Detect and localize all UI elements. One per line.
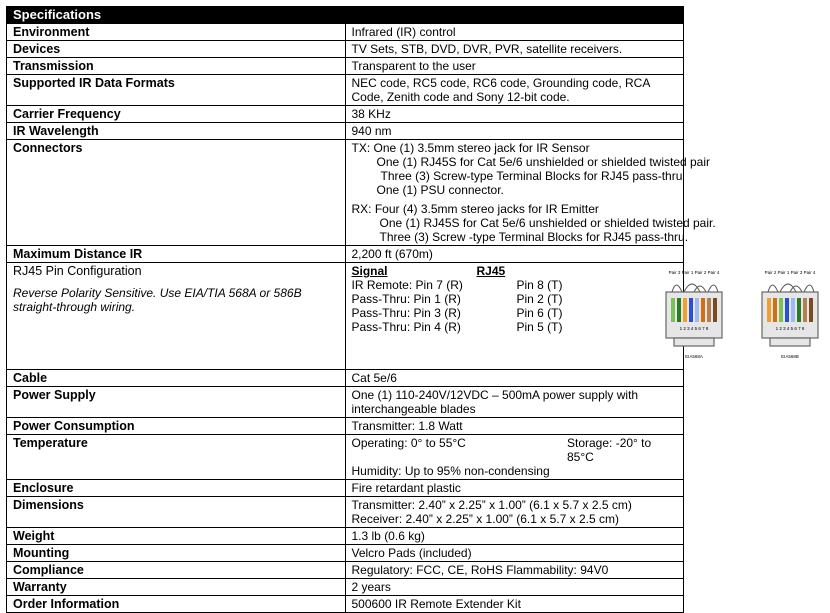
wire <box>803 298 807 322</box>
wire <box>677 298 681 322</box>
specifications-table-wrapper <box>6 6 815 613</box>
connector-line: TX: One (1) 3.5mm stereo jack for IR Sensor <box>351 141 590 155</box>
wire <box>809 298 813 322</box>
row-enclosure <box>7 480 684 497</box>
row-value: Transmitter: 1.8 Watt <box>345 418 684 435</box>
jack-caption: EIA568A <box>684 354 703 359</box>
dimensions-value <box>345 497 684 528</box>
wire <box>779 298 783 322</box>
temperature-value <box>345 435 684 480</box>
row-environment <box>7 24 684 41</box>
jack-tab <box>770 338 810 346</box>
rj45-value-cell <box>345 263 815 370</box>
pin-number: Pin 8 (T) <box>516 278 563 292</box>
row-transmission <box>7 58 684 75</box>
row-temperature <box>7 435 684 480</box>
table-header: Specifications <box>7 7 684 24</box>
rj45-column-header: RJ45 <box>476 264 506 278</box>
storage-temp: Storage: -20° to 85°C <box>567 436 652 464</box>
rj45-label-cell <box>7 263 346 370</box>
row-value: 940 nm <box>345 123 684 140</box>
row-value: Regulatory: FCC, CE, RoHS Flammability: 94V0 <box>345 562 684 579</box>
pin-row <box>352 306 582 320</box>
row-value: 2 years <box>345 579 684 596</box>
row-label: Order Information <box>7 596 346 613</box>
row-value: 38 KHz <box>345 106 684 123</box>
wire <box>701 298 705 322</box>
row-devices <box>7 41 684 58</box>
pin-signal: Pass-Thru: Pin 1 (R) <box>351 292 461 306</box>
row-carrier-frequency <box>7 106 684 123</box>
jack-caption: EIA568B <box>780 354 799 359</box>
wire <box>791 298 795 322</box>
row-max-distance <box>7 246 684 263</box>
pin-row <box>352 292 582 306</box>
pin-number: Pin 6 (T) <box>516 306 563 320</box>
row-label: Maximum Distance IR <box>7 246 346 263</box>
pin-signal: IR Remote: Pin 7 (R) <box>351 278 463 292</box>
row-dimensions <box>7 497 684 528</box>
wire <box>797 298 801 322</box>
specifications-table <box>6 6 815 613</box>
pin-area <box>351 264 815 368</box>
row-power-supply <box>7 387 684 418</box>
row-label: Cable <box>7 370 346 387</box>
connector-line: One (1) RJ45S for Cat 5e/6 unshielded or shielded twisted pair <box>376 155 711 169</box>
row-value: Velcro Pads (included) <box>345 545 684 562</box>
jack-pin-numbers: 1 2 3 4 5 6 7 8 <box>679 326 708 331</box>
table-header-row <box>7 7 684 24</box>
rj45-jack-568a-icon <box>654 268 734 364</box>
wire <box>671 298 675 322</box>
row-connectors <box>7 140 684 246</box>
row-label: Transmission <box>7 58 346 75</box>
row-value: TV Sets, STB, DVD, DVR, PVR, satellite receivers. <box>345 41 684 58</box>
row-value: Infrared (IR) control <box>345 24 684 41</box>
row-rj45-pin-config <box>7 263 684 370</box>
row-label: Mounting <box>7 545 346 562</box>
row-value: 2,200 ft (670m) <box>345 246 684 263</box>
row-power-consumption <box>7 418 684 435</box>
connector-line: One (1) RJ45S for Cat 5e/6 unshielded or shielded twisted pair. <box>379 216 716 230</box>
wire <box>683 298 687 322</box>
row-value: Fire retardant plastic <box>345 480 684 497</box>
receiver-dimensions: Receiver: 2.40” x 2.25” x 1.00” (6.1 x 5.7 x 2.5 cm) <box>351 512 619 526</box>
row-label: Compliance <box>7 562 346 579</box>
transmitter-dimensions: Transmitter: 2.40” x 2.25” x 1.00” (6.1 x 5.7 x 2.5 cm) <box>351 498 632 512</box>
row-value: NEC code, RC5 code, RC6 code, Grounding code, RCA Code, Zenith code and Sony 12-bit code. <box>345 75 684 106</box>
row-mounting <box>7 545 684 562</box>
row-warranty <box>7 579 684 596</box>
wire <box>707 298 711 322</box>
row-label: Environment <box>7 24 346 41</box>
row-cable <box>7 370 684 387</box>
temperature-line <box>352 436 680 464</box>
pair-brackets <box>768 284 814 292</box>
wire <box>689 298 693 322</box>
rj45-jack-568b-icon <box>750 268 830 364</box>
row-label: Weight <box>7 528 346 545</box>
row-label: Supported IR Data Formats <box>7 75 346 106</box>
jack-pairs-label: Pair 2 Pair 1 Pair 3 Pair 4 <box>764 270 815 275</box>
row-label: Devices <box>7 41 346 58</box>
connectors-value <box>345 140 716 246</box>
row-weight <box>7 528 684 545</box>
wire <box>695 298 699 322</box>
row-label: Temperature <box>7 435 346 480</box>
connector-line: Three (3) Screw-type Terminal Blocks for RJ45 pass-thru <box>380 169 683 183</box>
jack-pin-numbers: 1 2 3 4 5 6 7 8 <box>775 326 804 331</box>
row-label: Dimensions <box>7 497 346 528</box>
row-label: Warranty <box>7 579 346 596</box>
row-order-information <box>7 596 684 613</box>
row-value: 500600 IR Remote Extender Kit <box>345 596 684 613</box>
jack-tab <box>674 338 714 346</box>
humidity: Humidity: Up to 95% non-condensing <box>351 464 550 478</box>
polarity-note: Reverse Polarity Sensitive. Use EIA/TIA 568A or 586B straight-through wiring. <box>13 286 302 314</box>
jack-pairs-label: Pair 3 Pair 1 Pair 2 Pair 4 <box>668 270 719 275</box>
pair-brackets <box>672 284 718 292</box>
row-value: One (1) 110-240V/12VDC – 500mA power supply with interchangeable blades <box>345 387 684 418</box>
pin-table <box>352 264 582 334</box>
pin-signal: Pass-Thru: Pin 4 (R) <box>351 320 461 334</box>
row-value: Cat 5e/6 <box>345 370 684 387</box>
row-label: RJ45 Pin Configuration <box>13 264 142 278</box>
row-label: Power Supply <box>7 387 346 418</box>
pin-number: Pin 2 (T) <box>516 292 563 306</box>
row-value: Transparent to the user <box>345 58 684 75</box>
wire <box>773 298 777 322</box>
connector-line: One (1) PSU connector. <box>376 183 504 197</box>
signal-column-header: Signal <box>351 264 388 278</box>
row-label: Connectors <box>7 140 346 246</box>
pin-signal: Pass-Thru: Pin 3 (R) <box>351 306 461 320</box>
wire <box>713 298 717 322</box>
operating-temp: Operating: 0° to 55°C <box>351 436 466 450</box>
connector-line: RX: Four (4) 3.5mm stereo jacks for IR Emitter <box>351 202 599 216</box>
row-ir-wavelength <box>7 123 684 140</box>
connector-line: Three (3) Screw -type Terminal Blocks for RJ45 pass-thru. <box>379 230 689 244</box>
wire <box>785 298 789 322</box>
pin-table-header <box>352 264 582 278</box>
row-label: Carrier Frequency <box>7 106 346 123</box>
row-compliance <box>7 562 684 579</box>
row-label: Enclosure <box>7 480 346 497</box>
wire <box>767 298 771 322</box>
row-label: Power Consumption <box>7 418 346 435</box>
pin-number: Pin 5 (T) <box>516 320 563 334</box>
row-label: IR Wavelength <box>7 123 346 140</box>
row-ir-data-formats <box>7 75 684 106</box>
pin-row <box>352 320 582 334</box>
pin-row <box>352 278 582 292</box>
row-value: 1.3 lb (0.6 kg) <box>345 528 684 545</box>
